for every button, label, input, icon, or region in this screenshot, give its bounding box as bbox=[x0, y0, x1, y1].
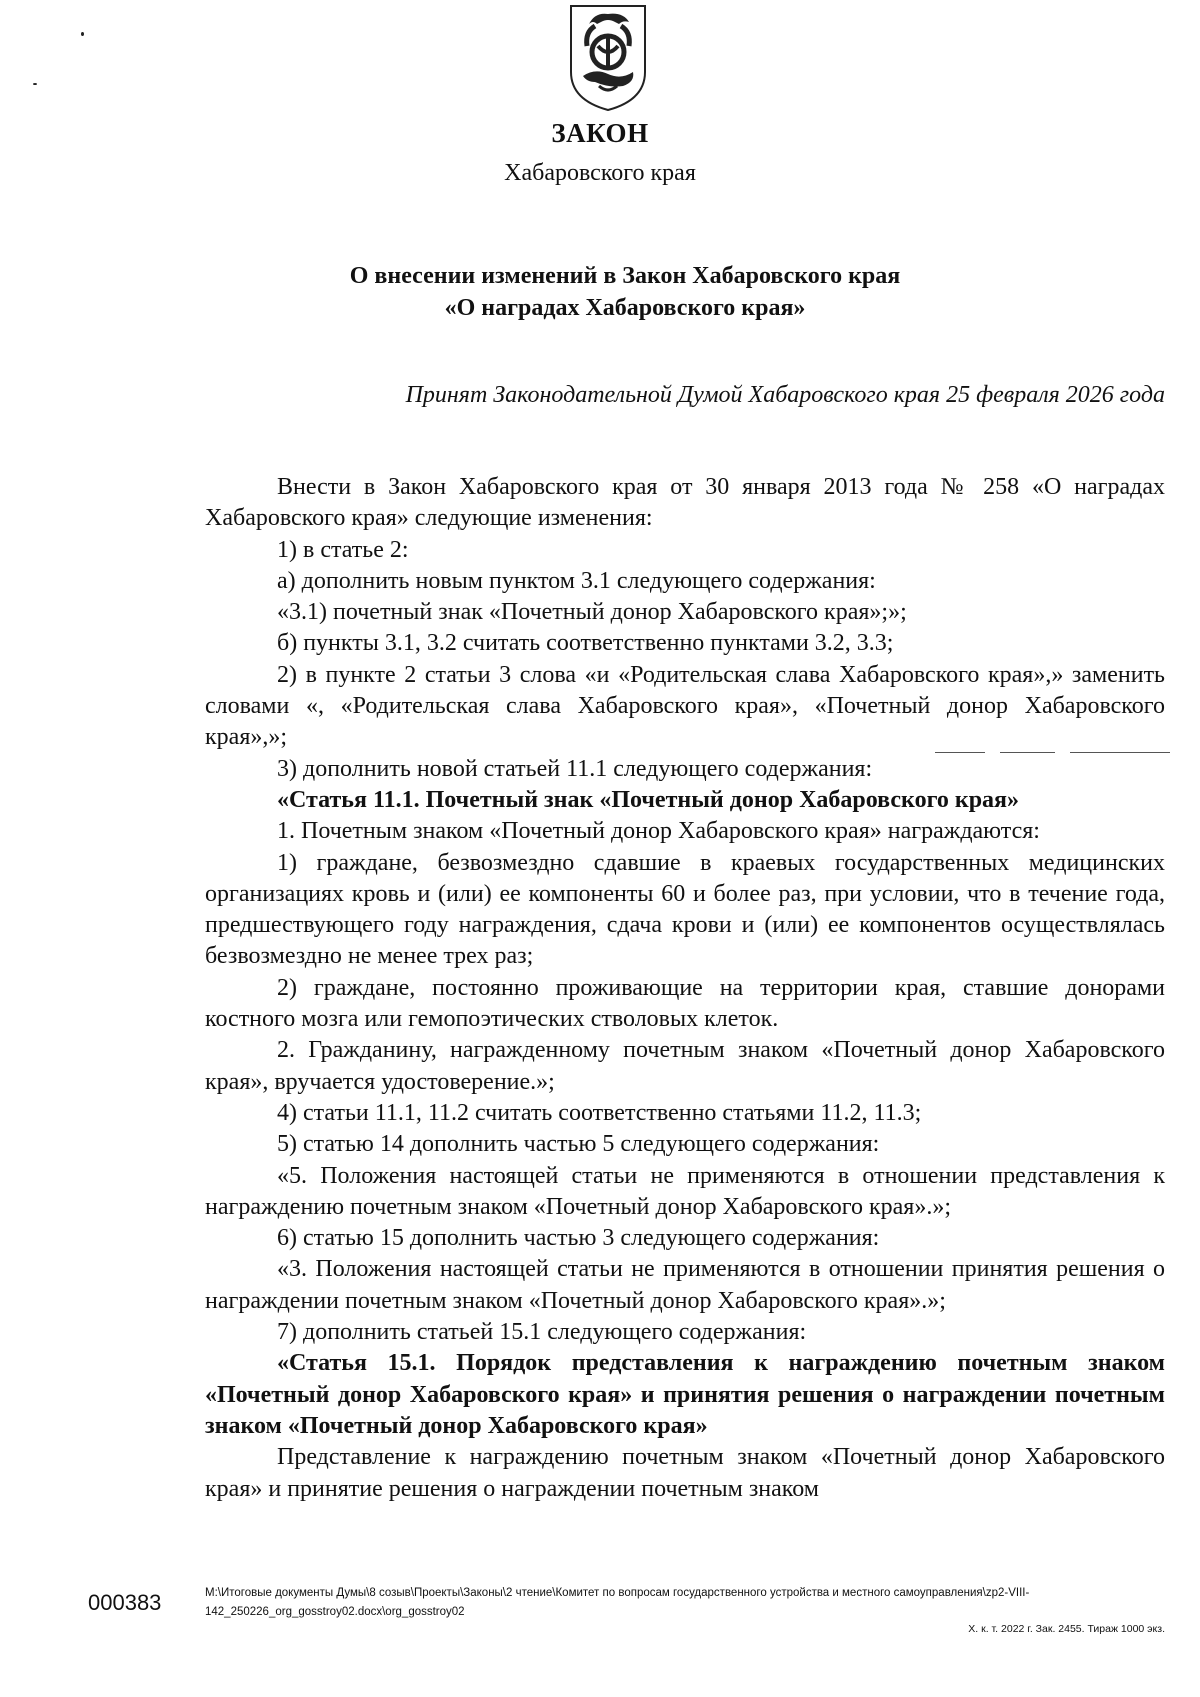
body-paragraph: «3.1) почетный знак «Почетный донор Хабаровского края»;»; bbox=[277, 599, 907, 626]
body-paragraph: Представление к награждению почетным знаком «Почетный донор Хабаровского края» и принятие решения о награждении почетным знаком bbox=[205, 1444, 1165, 1502]
body-paragraph: 2) граждане, постоянно проживающие на территории края, ставшие донорами костного мозга или гемопоэтических стволовых клеток. bbox=[205, 974, 1165, 1033]
body-paragraph: 5) статью 14 дополнить частью 5 следующего содержания: bbox=[277, 1131, 880, 1158]
document-issuer: Хабаровского края bbox=[504, 160, 696, 186]
body-paragraph: 4) статьи 11.1, 11.2 считать соответственно статьями 11.2, 11.3; bbox=[277, 1099, 922, 1126]
file-path bbox=[205, 1584, 1165, 1622]
document-type-heading: ЗАКОН bbox=[551, 118, 649, 148]
body-paragraph: 1) в статье 2: bbox=[277, 536, 409, 563]
body-paragraph: б) пункты 3.1, 3.2 считать соответственно пунктами 3.2, 3.3; bbox=[277, 630, 894, 657]
article-heading: «Статья 11.1. Почетный знак «Почетный донор Хабаровского края» bbox=[277, 786, 1020, 813]
law-title-line: «О наградах Хабаровского края» bbox=[444, 295, 806, 321]
scan-speck bbox=[81, 32, 84, 36]
coat-of-arms-emblem bbox=[565, 2, 651, 112]
article-heading: «Статья 15.1. Порядок представления к награждению почетным знаком «Почетный донор Хабаровского края» и принятия решения о награждении почетным знаком «Почетный донор Хабаровского края» bbox=[205, 1350, 1165, 1439]
print-info: Х. к. т. 2022 г. Зак. 2455. Тираж 1000 экз. bbox=[968, 1623, 1165, 1635]
adoption-note: Принят Законодательной Думой Хабаровского края 25 февраля 2026 года bbox=[405, 382, 1165, 408]
body-paragraph: 2. Гражданину, награжденному почетным знаком «Почетный донор Хабаровского края», вручается удостоверение.»; bbox=[205, 1037, 1165, 1095]
scan-speck bbox=[33, 83, 37, 85]
law-body bbox=[205, 472, 1165, 1505]
body-paragraph: 6) статью 15 дополнить частью 3 следующего содержания: bbox=[277, 1225, 880, 1252]
body-paragraph: 1. Почетным знаком «Почетный донор Хабаровского края» награждаются: bbox=[277, 818, 1040, 845]
body-paragraph: Внести в Закон Хабаровского края от 30 января 2013 года № 258 «О наградах Хабаровского края» следующие изменения: bbox=[205, 474, 1165, 532]
body-paragraph: «5. Положения настоящей статьи не применяются в отношении представления к награждению почетным знаком «Почетный донор Хабаровского края».»; bbox=[205, 1162, 1165, 1220]
document-registration-number: 000383 bbox=[88, 1590, 162, 1615]
scan-artifact-line bbox=[1000, 752, 1055, 753]
body-paragraph: 1) граждане, безвозмездно сдавшие в краевых государственных медицинских организациях кровь и (или) ее компоненты 60 и более раз, при условии, что в течение года, предшествующего году награждения, сдача крови и (или) ее компонентов осуществлялась безвозмездно не менее трех раз; bbox=[205, 849, 1165, 970]
body-paragraph: 3) дополнить новой статьей 11.1 следующего содержания: bbox=[277, 755, 873, 782]
file-path-line: 142_250226_org_gosstroy02.docx\org_gosstroy02 bbox=[205, 1606, 465, 1618]
body-paragraph: а) дополнить новым пунктом 3.1 следующего содержания: bbox=[277, 567, 876, 594]
file-path-line: M:\Итоговые документы Думы\8 созыв\Проекты\Законы\2 чтение\Комитет по вопросам государственного устройства и местного самоуправления\zp2-VIII- bbox=[205, 1587, 1030, 1599]
body-paragraph: «3. Положения настоящей статьи не применяются в отношении принятия решения о награждении почетным знаком «Почетный донор Хабаровского края».»; bbox=[205, 1256, 1165, 1314]
body-paragraph: 7) дополнить статьей 15.1 следующего содержания: bbox=[277, 1319, 807, 1346]
scan-artifact-line bbox=[1070, 752, 1170, 753]
law-title bbox=[300, 260, 950, 324]
law-title-line: О внесении изменений в Закон Хабаровского края bbox=[349, 263, 901, 289]
scan-artifact-line bbox=[935, 752, 985, 753]
body-paragraph: 2) в пункте 2 статьи 3 слова «и «Родительская слава Хабаровского края»,» заменить словами «, «Родительская слава Хабаровского края», «Почетный донор Хабаровского края»,»; bbox=[205, 661, 1165, 751]
